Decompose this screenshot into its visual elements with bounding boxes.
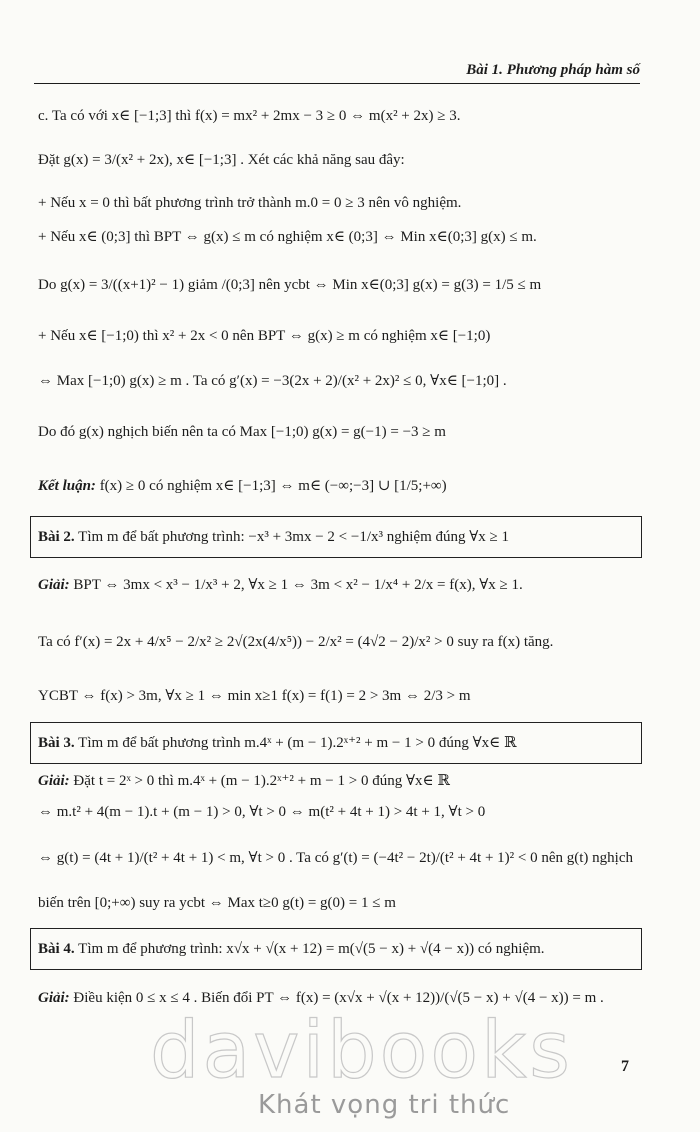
- text-line: ⇔ g(t) = (4t + 1)/(t² + 4t + 1) < m, ∀t > 0 . Ta có g′(t) = (−4t² − 2t)/(t² + 4t + 1)² < 0 nên g(t) nghịch: [38, 850, 634, 866]
- text-line: + Nếu x∈ (0;3] thì BPT ⇔ g(x) ≤ m có nghiệm x∈ (0;3] ⇔ Min x∈(0;3] g(x) ≤ m.: [38, 229, 537, 245]
- solution-label: Giải:: [38, 577, 70, 593]
- text-line: Do đó g(x) nghịch biến nên ta có Max [−1;0) g(x) = g(−1) = −3 ≥ m: [38, 424, 446, 440]
- page-number: 7: [621, 1058, 629, 1075]
- problem-4-text: Tìm m để phương trình: x√x + √(x + 12) = m(√(5 − x) + √(4 − x)) có nghiệm.: [78, 941, 545, 957]
- header-rule: [34, 83, 640, 84]
- text-line: + Nếu x = 0 thì bất phương trình trở thành m.0 = 0 ≥ 3 nên vô nghiệm.: [38, 195, 462, 211]
- solution-text: Đặt t = 2ˣ > 0 thì m.4ˣ + (m − 1).2ˣ⁺² + m − 1 > 0 đúng ∀x∈ ℝ: [73, 773, 450, 789]
- text-line: Đặt g(x) = 3/(x² + 2x), x∈ [−1;3] . Xét các khả năng sau đây:: [38, 152, 405, 168]
- solution-label: Giải:: [38, 990, 70, 1006]
- text-line: Do g(x) = 3/((x+1)² − 1) giảm /(0;3] nên ycbt ⇔ Min x∈(0;3] g(x) = g(3) = 1/5 ≤ m: [38, 277, 542, 293]
- problem-3-statement: [38, 733, 516, 753]
- problem-2-text: Tìm m để bất phương trình: −x³ + 3mx − 2 < −1/x³ nghiệm đúng ∀x ≥ 1: [78, 529, 510, 545]
- conclusion-line: [38, 476, 447, 496]
- solution-line: [38, 988, 604, 1008]
- solution-text: Điều kiện 0 ≤ x ≤ 4 . Biến đổi PT ⇔ f(x) = (x√x + √(x + 12))/(√(5 − x) + √(4 − x)) = m .: [73, 990, 604, 1006]
- text-line: + Nếu x∈ [−1;0) thì x² + 2x < 0 nên BPT ⇔ g(x) ≥ m có nghiệm x∈ [−1;0): [38, 328, 491, 344]
- conclusion-label: Kết luận:: [38, 478, 96, 494]
- problem-3-text: Tìm m để bất phương trình m.4ˣ + (m − 1).2ˣ⁺² + m − 1 > 0 đúng ∀x∈ ℝ: [78, 735, 517, 751]
- text-line: biến trên [0;+∞) suy ra ycbt ⇔ Max t≥0 g(t) = g(0) = 1 ≤ m: [38, 895, 396, 911]
- solution-line: [38, 575, 523, 595]
- text-line: Ta có f′(x) = 2x + 4/x⁵ − 2/x² ≥ 2√(2x(4/x⁵)) − 2/x² = (4√2 − 2)/x² > 0 suy ra f(x) tăng.: [38, 634, 554, 650]
- watermark-tagline: Khát vọng tri thức: [258, 1090, 511, 1120]
- problem-4-label: Bài 4.: [38, 941, 75, 957]
- problem-2-label: Bài 2.: [38, 529, 75, 545]
- watermark-logo: davibooks: [150, 1006, 573, 1096]
- text-line: ⇔ m.t² + 4(m − 1).t + (m − 1) > 0, ∀t > 0 ⇔ m(t² + 4t + 1) > 4t + 1, ∀t > 0: [38, 804, 486, 820]
- text-line: c. Ta có với x∈ [−1;3] thì f(x) = mx² + 2mx − 3 ≥ 0 ⇔ m(x² + 2x) ≥ 3.: [38, 108, 461, 124]
- solution-line: [38, 771, 450, 791]
- text-line: YCBT ⇔ f(x) > 3m, ∀x ≥ 1 ⇔ min x≥1 f(x) = f(1) = 2 > 3m ⇔ 2/3 > m: [38, 688, 471, 704]
- problem-4-statement: [38, 939, 545, 959]
- problem-2-statement: [38, 527, 509, 547]
- problem-3-label: Bài 3.: [38, 735, 75, 751]
- conclusion-text: f(x) ≥ 0 có nghiệm x∈ [−1;3] ⇔ m∈ (−∞;−3] ∪ [1/5;+∞): [99, 478, 447, 494]
- running-header: Bài 1. Phương pháp hàm số: [466, 62, 640, 78]
- solution-text: BPT ⇔ 3mx < x³ − 1/x³ + 2, ∀x ≥ 1 ⇔ 3m < x² − 1/x⁴ + 2/x = f(x), ∀x ≥ 1.: [73, 577, 523, 593]
- text-line: ⇔ Max [−1;0) g(x) ≥ m . Ta có g′(x) = −3(2x + 2)/(x² + 2x)² ≤ 0, ∀x∈ [−1;0] .: [38, 373, 507, 389]
- solution-label: Giải:: [38, 773, 70, 789]
